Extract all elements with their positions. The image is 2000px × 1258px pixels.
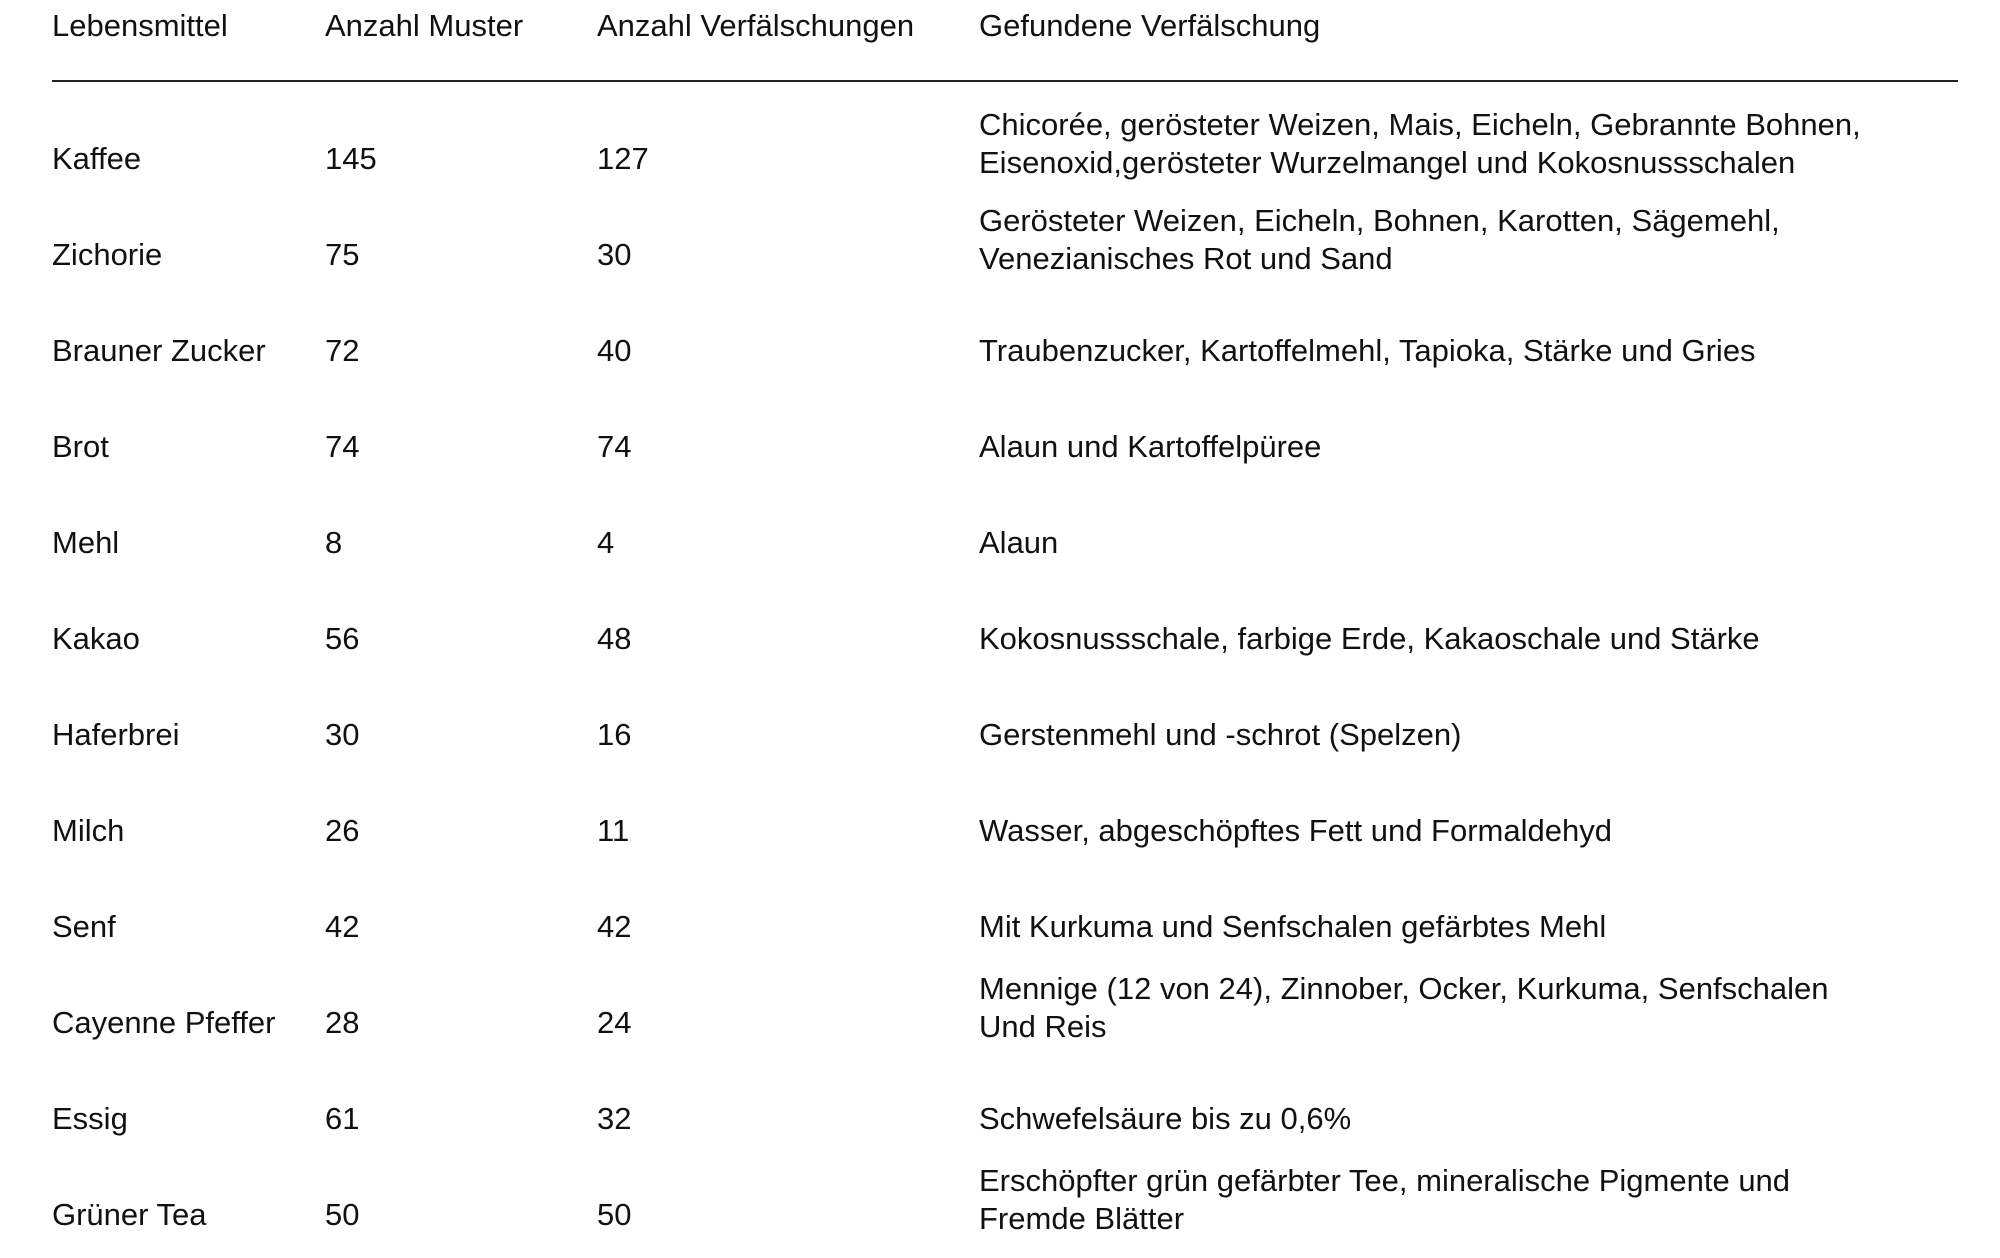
header-adulterations: Anzahl Verfälschungen	[597, 8, 915, 43]
table-row	[52, 298, 1958, 394]
table-row	[52, 970, 1958, 1066]
cell-found-line: Gerösteter Weizen, Eicheln, Bohnen, Karotten, Sägemehl,	[979, 203, 1780, 238]
cell-found-line: Eisenoxid,gerösteter Wurzelmangel und Kokosnussschalen	[979, 145, 1796, 180]
table-row	[52, 394, 1958, 490]
cell-found: Gerstenmehl und -schrot (Spelzen)	[979, 717, 1462, 752]
table-row	[52, 874, 1958, 970]
cell-found-line: Und Reis	[979, 1009, 1107, 1044]
cell-adulterations: 11	[597, 813, 630, 848]
table-body	[52, 106, 1958, 1258]
cell-samples: 26	[325, 813, 360, 848]
cell-food: Essig	[52, 1101, 128, 1136]
table-row	[52, 490, 1958, 586]
table-header-row	[52, 0, 1958, 50]
cell-adulterations: 24	[597, 1005, 632, 1040]
cell-samples: 56	[325, 621, 360, 656]
cell-food: Kaffee	[52, 141, 142, 176]
cell-adulterations: 50	[597, 1197, 632, 1232]
cell-adulterations: 30	[597, 237, 632, 272]
cell-found: Mit Kurkuma und Senfschalen gefärbtes Mehl	[979, 909, 1607, 944]
adulteration-table	[52, 0, 1958, 1236]
cell-found: Traubenzucker, Kartoffelmehl, Tapioka, Stärke und Gries	[979, 333, 1756, 368]
cell-samples: 8	[325, 525, 343, 560]
cell-food: Brauner Zucker	[52, 333, 266, 368]
cell-samples: 50	[325, 1197, 360, 1232]
cell-adulterations: 40	[597, 333, 632, 368]
cell-adulterations: 32	[597, 1101, 632, 1136]
cell-found: Alaun	[979, 525, 1059, 560]
cell-samples: 28	[325, 1005, 360, 1040]
cell-found: Alaun und Kartoffelpüree	[979, 429, 1322, 464]
header-found: Gefundene Verfälschung	[979, 8, 1321, 43]
table-row	[52, 1162, 1958, 1258]
cell-samples: 61	[325, 1101, 360, 1136]
cell-food: Mehl	[52, 525, 120, 560]
cell-found: Schwefelsäure bis zu 0,6%	[979, 1101, 1352, 1136]
cell-adulterations: 48	[597, 621, 632, 656]
cell-found-line: Mennige (12 von 24), Zinnober, Ocker, Kurkuma, Senfschalen	[979, 971, 1829, 1006]
cell-food: Cayenne Pfeffer	[52, 1005, 276, 1040]
header-divider	[52, 80, 1958, 82]
table-row	[52, 106, 1958, 202]
cell-food: Milch	[52, 813, 125, 848]
cell-adulterations: 4	[597, 525, 615, 560]
cell-food: Brot	[52, 429, 109, 464]
table-row	[52, 1066, 1958, 1162]
cell-found: Kokosnussschale, farbige Erde, Kakaoschale und Stärke	[979, 621, 1760, 656]
cell-food: Grüner Tea	[52, 1197, 207, 1232]
cell-food: Zichorie	[52, 237, 163, 272]
cell-food: Kakao	[52, 621, 140, 656]
cell-food: Haferbrei	[52, 717, 180, 752]
cell-adulterations: 74	[597, 429, 632, 464]
cell-samples: 145	[325, 141, 377, 176]
cell-samples: 72	[325, 333, 360, 368]
table-row	[52, 586, 1958, 682]
cell-adulterations: 127	[597, 141, 649, 176]
cell-found: Wasser, abgeschöpftes Fett und Formaldehyd	[979, 813, 1612, 848]
header-food: Lebensmittel	[52, 8, 228, 43]
table-row	[52, 682, 1958, 778]
cell-adulterations: 42	[597, 909, 632, 944]
header-samples: Anzahl Muster	[325, 8, 524, 43]
cell-samples: 42	[325, 909, 360, 944]
cell-found-line: Fremde Blätter	[979, 1201, 1185, 1236]
table-row	[52, 202, 1958, 298]
table-row	[52, 778, 1958, 874]
cell-food: Senf	[52, 909, 116, 944]
cell-adulterations: 16	[597, 717, 632, 752]
cell-found-line: Erschöpfter grün gefärbter Tee, mineralische Pigmente und	[979, 1163, 1791, 1198]
cell-found-line: Venezianisches Rot und Sand	[979, 241, 1393, 276]
cell-samples: 30	[325, 717, 360, 752]
cell-samples: 74	[325, 429, 360, 464]
cell-found-line: Chicorée, gerösteter Weizen, Mais, Eicheln, Gebrannte Bohnen,	[979, 107, 1861, 142]
cell-samples: 75	[325, 237, 360, 272]
